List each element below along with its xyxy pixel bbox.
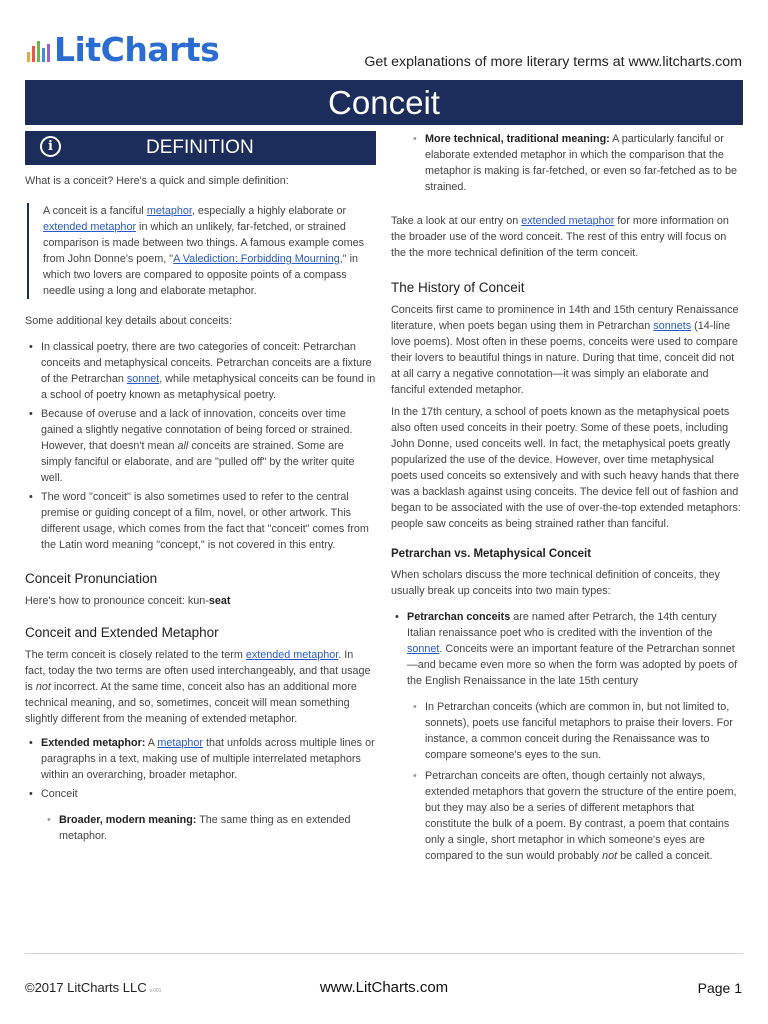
petrarchan-details-list (407, 699, 742, 864)
detail-text: , while metaphysical conceits can be found in a school of poetry known as metaphysical poetry. (41, 373, 376, 401)
page-title: Conceit (25, 80, 743, 125)
detail-emphasis: not (602, 850, 618, 862)
logo-bars-icon (27, 41, 50, 62)
extended-metaphor-heading: Conceit and Extended Metaphor (25, 625, 219, 640)
detail-emphasis: all (177, 440, 189, 452)
paragraph-text: incorrect. At the same time, conceit also has an additional more technical meaning, and so, sometimes, conceit will mean something slightly different from the meaning of extended metaphor. (25, 681, 357, 725)
paragraph-text: for more information on the broader use of the word conceit. The rest of this entry will focus on the the more technical definition of the term conceit. (391, 215, 729, 259)
history-paragraph-1 (391, 302, 742, 398)
copyright-text: ©2017 LitCharts LLC (25, 980, 147, 995)
paragraph-emphasis: not (35, 681, 51, 693)
info-icon: i (40, 136, 61, 157)
version-text: v.001 (149, 988, 162, 994)
detail-text: be called a conceit. (617, 850, 713, 862)
list-item (391, 609, 742, 864)
definition-quote (27, 203, 376, 299)
term-label: More technical, traditional meaning: (425, 133, 610, 145)
detail-text: In classical poetry, there are two categories of conceit: Petrarchan conceits and metaphysical conceits. Petrarchan conceits are a fixture of the Petrarchan (41, 341, 372, 385)
valediction-link[interactable]: A Valediction: Forbidding Mourning (173, 253, 340, 265)
quote-text: ," in which two lovers are compared to opposite points of a compass needle using a long and elaborate metaphor. (43, 253, 359, 297)
metaphor-link[interactable]: metaphor (146, 205, 192, 217)
definition-label: DEFINITION (146, 137, 254, 158)
extended-metaphor-link[interactable]: extended metaphor (43, 221, 137, 233)
paragraph-text: (14-line love poems). Most often in these poems, conceits were used to compare their lovers to beautiful things in nature. During that time, conceit did not at all carry a negative connotation—it was simply an elaborate and fanciful extended metaphor. (391, 320, 738, 396)
logo-bar (47, 44, 50, 62)
petrarchan-heading: Petrarchan vs. Metaphysical Conceit (391, 548, 592, 560)
logo-bar (42, 48, 45, 62)
paragraph-text: Conceits first came to prominence in 14th and 15th century Renaissance literature, when poets began using them in Petrarchan (391, 304, 739, 332)
quote-text: , especially a highly elaborate or (191, 205, 347, 217)
logo-text: LitCharts (54, 30, 220, 69)
lookup-paragraph (391, 213, 742, 261)
term-text: A particularly fanciful or elaborate extended metaphor in which the comparison that the metaphor is making is far-fetched, or even so far-fetched as to be strained. (425, 133, 738, 193)
meanings-list (25, 735, 376, 844)
paragraph-text: The term conceit is closely related to the term (25, 649, 246, 661)
detail-text: Petrarchan conceits are often, though certainly not always, extended metaphors that govern the structure of the entire poem, but they may also be a series of different metaphors that constitute the bulk of a poem. By contrast, a poem that contains only a single, short metaphor in which someone's eyes are compared to the sun would probably (425, 770, 737, 862)
term-text: . Conceits were an important feature of the Petrarchan sonnet—and became even more so when the form was adopted by poets of the English Renaissance in the late 15th century (407, 643, 738, 687)
header-tagline: Get explanations of more literary terms at www.litcharts.com (364, 54, 742, 70)
footer-divider (25, 953, 743, 954)
details-intro: Some additional key details about conceits: (25, 315, 233, 327)
detail-text: The word "conceit" is also sometimes used to refer to the central premise or guiding concept of a film, novel, or other artwork. This different usage, which comes from the fact that "conceit" comes from the Latin word meaning "concept," is not covered in this entry. (41, 491, 369, 551)
right-column (391, 131, 742, 864)
left-column (25, 173, 376, 844)
conceit-meanings-list (41, 812, 376, 844)
quote-text: A conceit is a fanciful (43, 205, 147, 217)
metaphor-link[interactable]: metaphor (157, 737, 204, 749)
history-heading: The History of Conceit (391, 280, 525, 295)
term-label: Conceit (41, 788, 78, 800)
logo-bar (37, 41, 40, 62)
sonnet-link[interactable]: sonnet (407, 643, 440, 655)
detail-text: In Petrarchan conceits (which are common in, but not limited to, sonnets), poets use fanciful metaphors to praise their lovers. For instance, a common conceit during the Renaissance was to compare someone's eyes to the sun. (425, 701, 733, 761)
term-label: Broader, modern meaning: (59, 814, 197, 826)
term-label: Extended metaphor: (41, 737, 146, 749)
list-item (25, 735, 376, 783)
pronunciation-heading: Conceit Pronunciation (25, 571, 158, 586)
quote-paragraph (43, 203, 376, 299)
term-text: A (145, 737, 158, 749)
extended-paragraph (25, 647, 376, 727)
pronunciation-prefix: Here's how to pronounce conceit: kun- (25, 595, 209, 607)
details-list (25, 339, 376, 553)
sonnets-link[interactable]: sonnets (653, 320, 692, 332)
extended-metaphor-link[interactable]: extended metaphor (521, 215, 615, 227)
sonnet-link[interactable]: sonnet (126, 373, 160, 385)
page-number: Page 1 (697, 980, 742, 996)
litcharts-logo[interactable] (27, 30, 220, 69)
list-item (41, 812, 376, 844)
detail-text: conceits are strained. Some are simply fanciful or elaborate, and are "pulled off" by the writer quite well. (41, 440, 355, 484)
petrarchan-intro: When scholars discuss the more technical definition of conceits, they usually break up conceits into two main types: (391, 569, 720, 597)
logo-bar (27, 52, 30, 62)
conceit-types-list (391, 609, 742, 864)
definition-header (25, 131, 376, 165)
history-paragraph-2: In the 17th century, a school of poets known as the metaphysical poets also often used conceits in their poetry. Some of these poets, including John Donne, used conceits well. In fact, the metaphysical poets greatly popularized the use of the device. However, over time metaphysical poets used conceits so extensively and with such heavy hands that there was a backlash against using conceits. The device fell out of fashion and began to be associated with the use of over-the-top extended metaphors: people saw conceits as being strained rather than fanciful. (391, 406, 741, 530)
term-text: The same thing as en extended metaphor. (59, 814, 351, 842)
term-text: are named after Petrarch, the 14th century Italian renaissance poet who is credited with the invention of the (407, 611, 717, 639)
term-label: Petrarchan conceits (407, 611, 511, 623)
pronunciation-text (25, 593, 376, 609)
list-item (407, 131, 742, 195)
detail-text: Because of overuse and a lack of innovation, conceits over time gained a slightly negative connotation of being forced or strained. However, that doesn't mean (41, 408, 353, 452)
definition-intro: What is a conceit? Here's a quick and simple definition: (25, 175, 289, 187)
list-item (25, 786, 376, 844)
list-item (25, 339, 376, 403)
list-item (25, 489, 376, 553)
paragraph-text: . In fact, today the two terms are often used interchangeably, and that usage is (25, 649, 371, 693)
logo-bar (32, 46, 35, 62)
pronunciation-stress: seat (208, 595, 231, 607)
list-item (25, 406, 376, 486)
footer-site-link[interactable]: www.LitCharts.com (319, 979, 449, 996)
term-text: that unfolds across multiple lines or paragraphs in a text, making use of multiple interrelated metaphors within an overarching, broader metaphor. (41, 737, 375, 781)
list-item (407, 699, 742, 763)
paragraph-text: Take a look at our entry on (391, 215, 522, 227)
extended-metaphor-link[interactable]: extended metaphor (245, 649, 339, 661)
quote-text: in which an unlikely, far-fetched, or strained comparison is made between two things. A famous example comes from John Donne's poem, " (43, 221, 365, 265)
continued-meanings-list (407, 131, 742, 195)
list-item (407, 768, 742, 864)
